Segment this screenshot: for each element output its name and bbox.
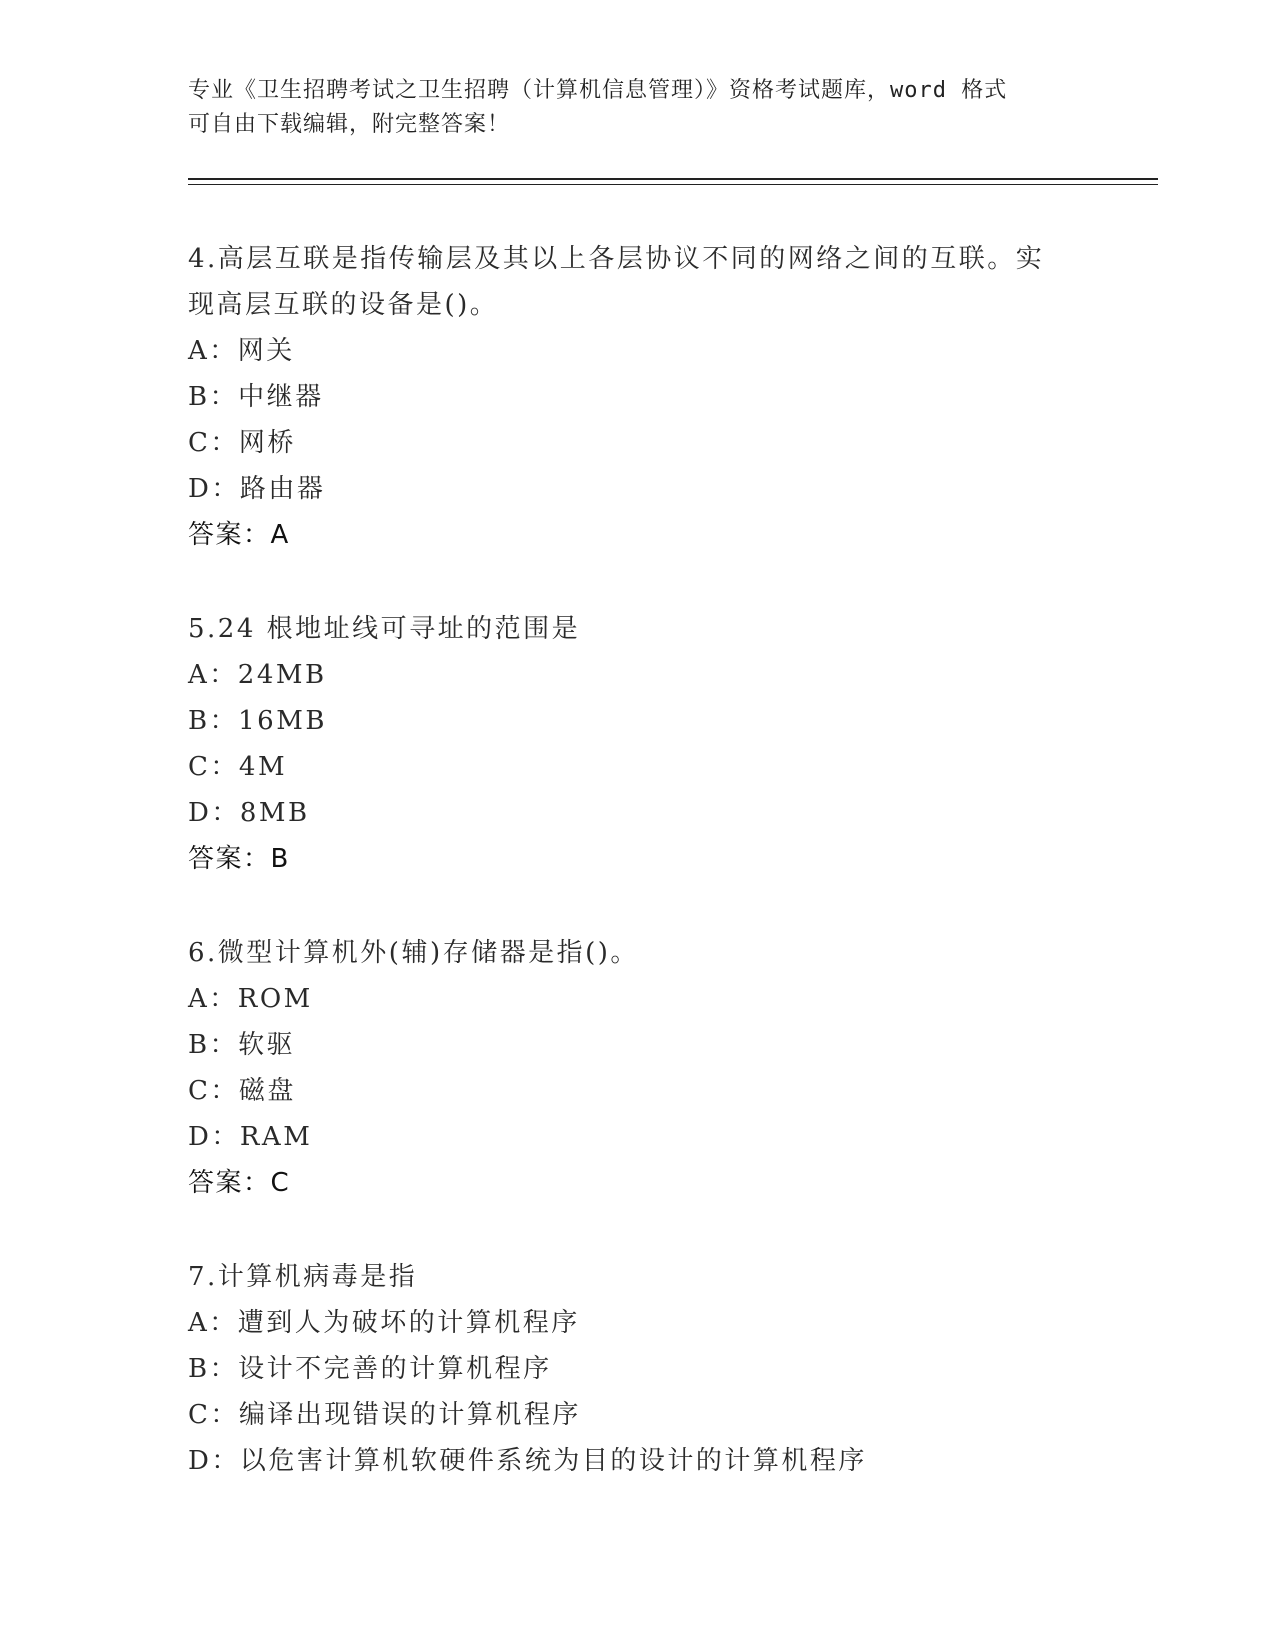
option-key: C：: [188, 752, 239, 782]
question-6: [188, 930, 1088, 1206]
option-key: C：: [188, 1076, 239, 1106]
option-key: B：: [188, 1354, 239, 1384]
option-text: RAM: [239, 1122, 313, 1152]
option-text: 设计不完善的计算机程序: [238, 1354, 552, 1384]
option-a: [188, 328, 1088, 374]
option-d: [188, 466, 1088, 512]
option-a: [188, 976, 1088, 1022]
answer-line: 答案：C: [188, 1168, 291, 1198]
option-text: 软驱: [238, 1030, 296, 1060]
question-text-line: 4.高层互联是指传输层及其以上各层协议不同的网络之间的互联。实: [188, 244, 1045, 274]
option-b: [188, 1346, 1088, 1392]
option-d: [188, 790, 1088, 836]
option-text: 以危害计算机软硬件系统为目的设计的计算机程序: [239, 1446, 867, 1476]
option-key: A：: [188, 336, 238, 366]
option-key: B：: [188, 706, 239, 736]
option-key: B：: [188, 382, 239, 412]
option-key: D：: [188, 798, 240, 828]
option-b: [188, 374, 1088, 420]
question-text: [188, 930, 1088, 976]
option-d: [188, 1114, 1088, 1160]
option-text: 网桥: [238, 428, 296, 458]
option-text: 网关: [237, 336, 295, 366]
answer-line: 答案：B: [188, 844, 290, 874]
option-key: D：: [188, 474, 240, 504]
question-text-line: 7.计算机病毒是指: [188, 1262, 418, 1292]
header-divider-thick: [188, 178, 1158, 180]
header-divider-thin: [188, 184, 1158, 185]
option-key: A：: [188, 984, 238, 1014]
option-text: 16MB: [238, 706, 327, 736]
option-c: [188, 744, 1088, 790]
option-d: [188, 1438, 1088, 1484]
question-text-line: 6.微型计算机外(辅)存储器是指()。: [188, 938, 639, 968]
option-c: [188, 1068, 1088, 1114]
question-4: [188, 236, 1088, 558]
option-key: A：: [188, 1308, 238, 1338]
question-text: [188, 1254, 1088, 1300]
option-key: C：: [188, 428, 239, 458]
answer-line: 答案：A: [188, 520, 290, 550]
option-text: 遭到人为破坏的计算机程序: [237, 1308, 580, 1338]
option-text: 8MB: [239, 798, 310, 828]
option-a: [188, 652, 1088, 698]
option-text: 中继器: [238, 382, 324, 412]
option-text: 4M: [238, 752, 288, 782]
question-text-line: 现高层互联的设备是()。: [188, 290, 499, 320]
option-text: 24MB: [237, 660, 327, 690]
option-key: D：: [188, 1446, 240, 1476]
option-key: A：: [188, 660, 238, 690]
option-key: B：: [188, 1030, 239, 1060]
header-line-2: 可自由下载编辑，附完整答案！: [188, 112, 511, 137]
option-key: C：: [188, 1400, 239, 1430]
option-text: ROM: [237, 984, 313, 1014]
option-a: [188, 1300, 1088, 1346]
option-c: [188, 1392, 1088, 1438]
option-b: [188, 1022, 1088, 1068]
option-b: [188, 698, 1088, 744]
option-key: D：: [188, 1122, 240, 1152]
question-text: [188, 606, 1088, 652]
option-c: [188, 420, 1088, 466]
question-5: [188, 606, 1088, 882]
option-text: 路由器: [239, 474, 326, 504]
header-line-1: 专业《卫生招聘考试之卫生招聘（计算机信息管理）》资格考试题库，word 格式: [188, 78, 1008, 103]
question-text: [188, 236, 1088, 328]
question-7: [188, 1254, 1088, 1484]
question-list: [188, 236, 1088, 1532]
option-text: 磁盘: [238, 1076, 296, 1106]
option-text: 编译出现错误的计算机程序: [238, 1400, 581, 1430]
document-header: [188, 74, 1088, 142]
question-text-line: 5.24 根地址线可寻址的范围是: [188, 614, 581, 644]
